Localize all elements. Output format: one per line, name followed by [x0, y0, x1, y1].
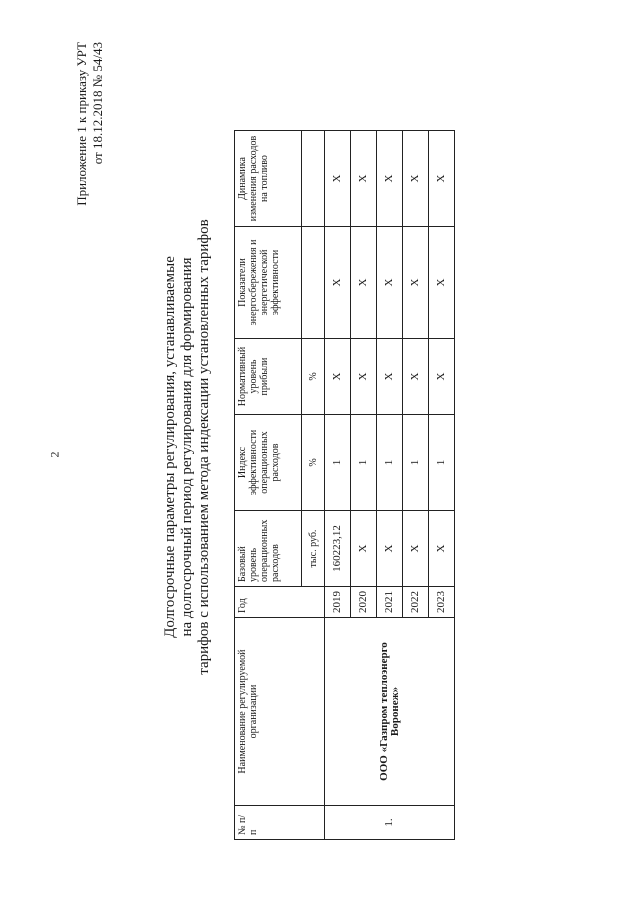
cell-fuel: X: [429, 131, 455, 227]
cell-year: 2019: [325, 587, 351, 618]
cell-base: X: [351, 511, 377, 587]
header-profit: Нормативный уровень прибыли: [235, 339, 302, 415]
unit-index: %: [302, 415, 325, 511]
header-fuel: Динамика изменения расходов на топливо: [235, 131, 302, 227]
unit-base: тыс. руб.: [302, 511, 325, 587]
cell-year: 2023: [429, 587, 455, 618]
header-base: Базовый уровень операционных расходов: [235, 511, 302, 587]
header-energy: Показатели энергосбережения и энергетической эффективности: [235, 227, 302, 339]
cell-fuel: X: [403, 131, 429, 227]
cell-base: X: [403, 511, 429, 587]
appendix-reference: [74, 42, 106, 206]
unit-profit: %: [302, 339, 325, 415]
cell-base: X: [377, 511, 403, 587]
cell-fuel: X: [377, 131, 403, 227]
cell-profit: X: [351, 339, 377, 415]
cell-index: 1: [351, 415, 377, 511]
cell-year: 2021: [377, 587, 403, 618]
document-title: [162, 102, 213, 792]
cell-year: 2022: [403, 587, 429, 618]
cell-index: 1: [429, 415, 455, 511]
cell-index: 1: [403, 415, 429, 511]
cell-energy: X: [403, 227, 429, 339]
header-num: № п/п: [235, 806, 325, 840]
cell-profit: X: [429, 339, 455, 415]
unit-energy: [302, 227, 325, 339]
appendix-line-1: Приложение 1 к приказу УРТ: [74, 42, 89, 206]
title-line-3: тарифов с использованием метода индексации установленных тарифов: [196, 219, 212, 675]
unit-fuel: [302, 131, 325, 227]
appendix-line-2: от 18.12.2018 № 54/43: [90, 42, 105, 165]
cell-base: X: [429, 511, 455, 587]
table-header-row: [235, 131, 302, 840]
cell-energy: X: [377, 227, 403, 339]
org-number: 1.: [325, 806, 455, 840]
org-name: ООО «Газпром теплоэнерго Воронеж»: [325, 618, 455, 806]
title-line-1: Долгосрочные параметры регулирования, устанавливаемые: [162, 256, 178, 638]
cell-index: 1: [325, 415, 351, 511]
header-year: Год: [235, 587, 325, 618]
header-index: Индекс эффективности операционных расходов: [235, 415, 302, 511]
rotated-sheet: [60, 22, 580, 882]
table-row: [325, 131, 351, 840]
cell-profit: X: [325, 339, 351, 415]
cell-fuel: X: [351, 131, 377, 227]
cell-energy: X: [351, 227, 377, 339]
cell-profit: X: [403, 339, 429, 415]
cell-year: 2020: [351, 587, 377, 618]
cell-energy: X: [325, 227, 351, 339]
header-org: Наименование регулируемой организации: [235, 618, 325, 806]
parameters-table: [234, 130, 455, 840]
cell-index: 1: [377, 415, 403, 511]
cell-profit: X: [377, 339, 403, 415]
title-line-2: на долгосрочный период регулирования для формирования: [179, 257, 195, 637]
cell-energy: X: [429, 227, 455, 339]
page-number: 2: [47, 451, 62, 458]
cell-base: 160223,12: [325, 511, 351, 587]
cell-fuel: X: [325, 131, 351, 227]
